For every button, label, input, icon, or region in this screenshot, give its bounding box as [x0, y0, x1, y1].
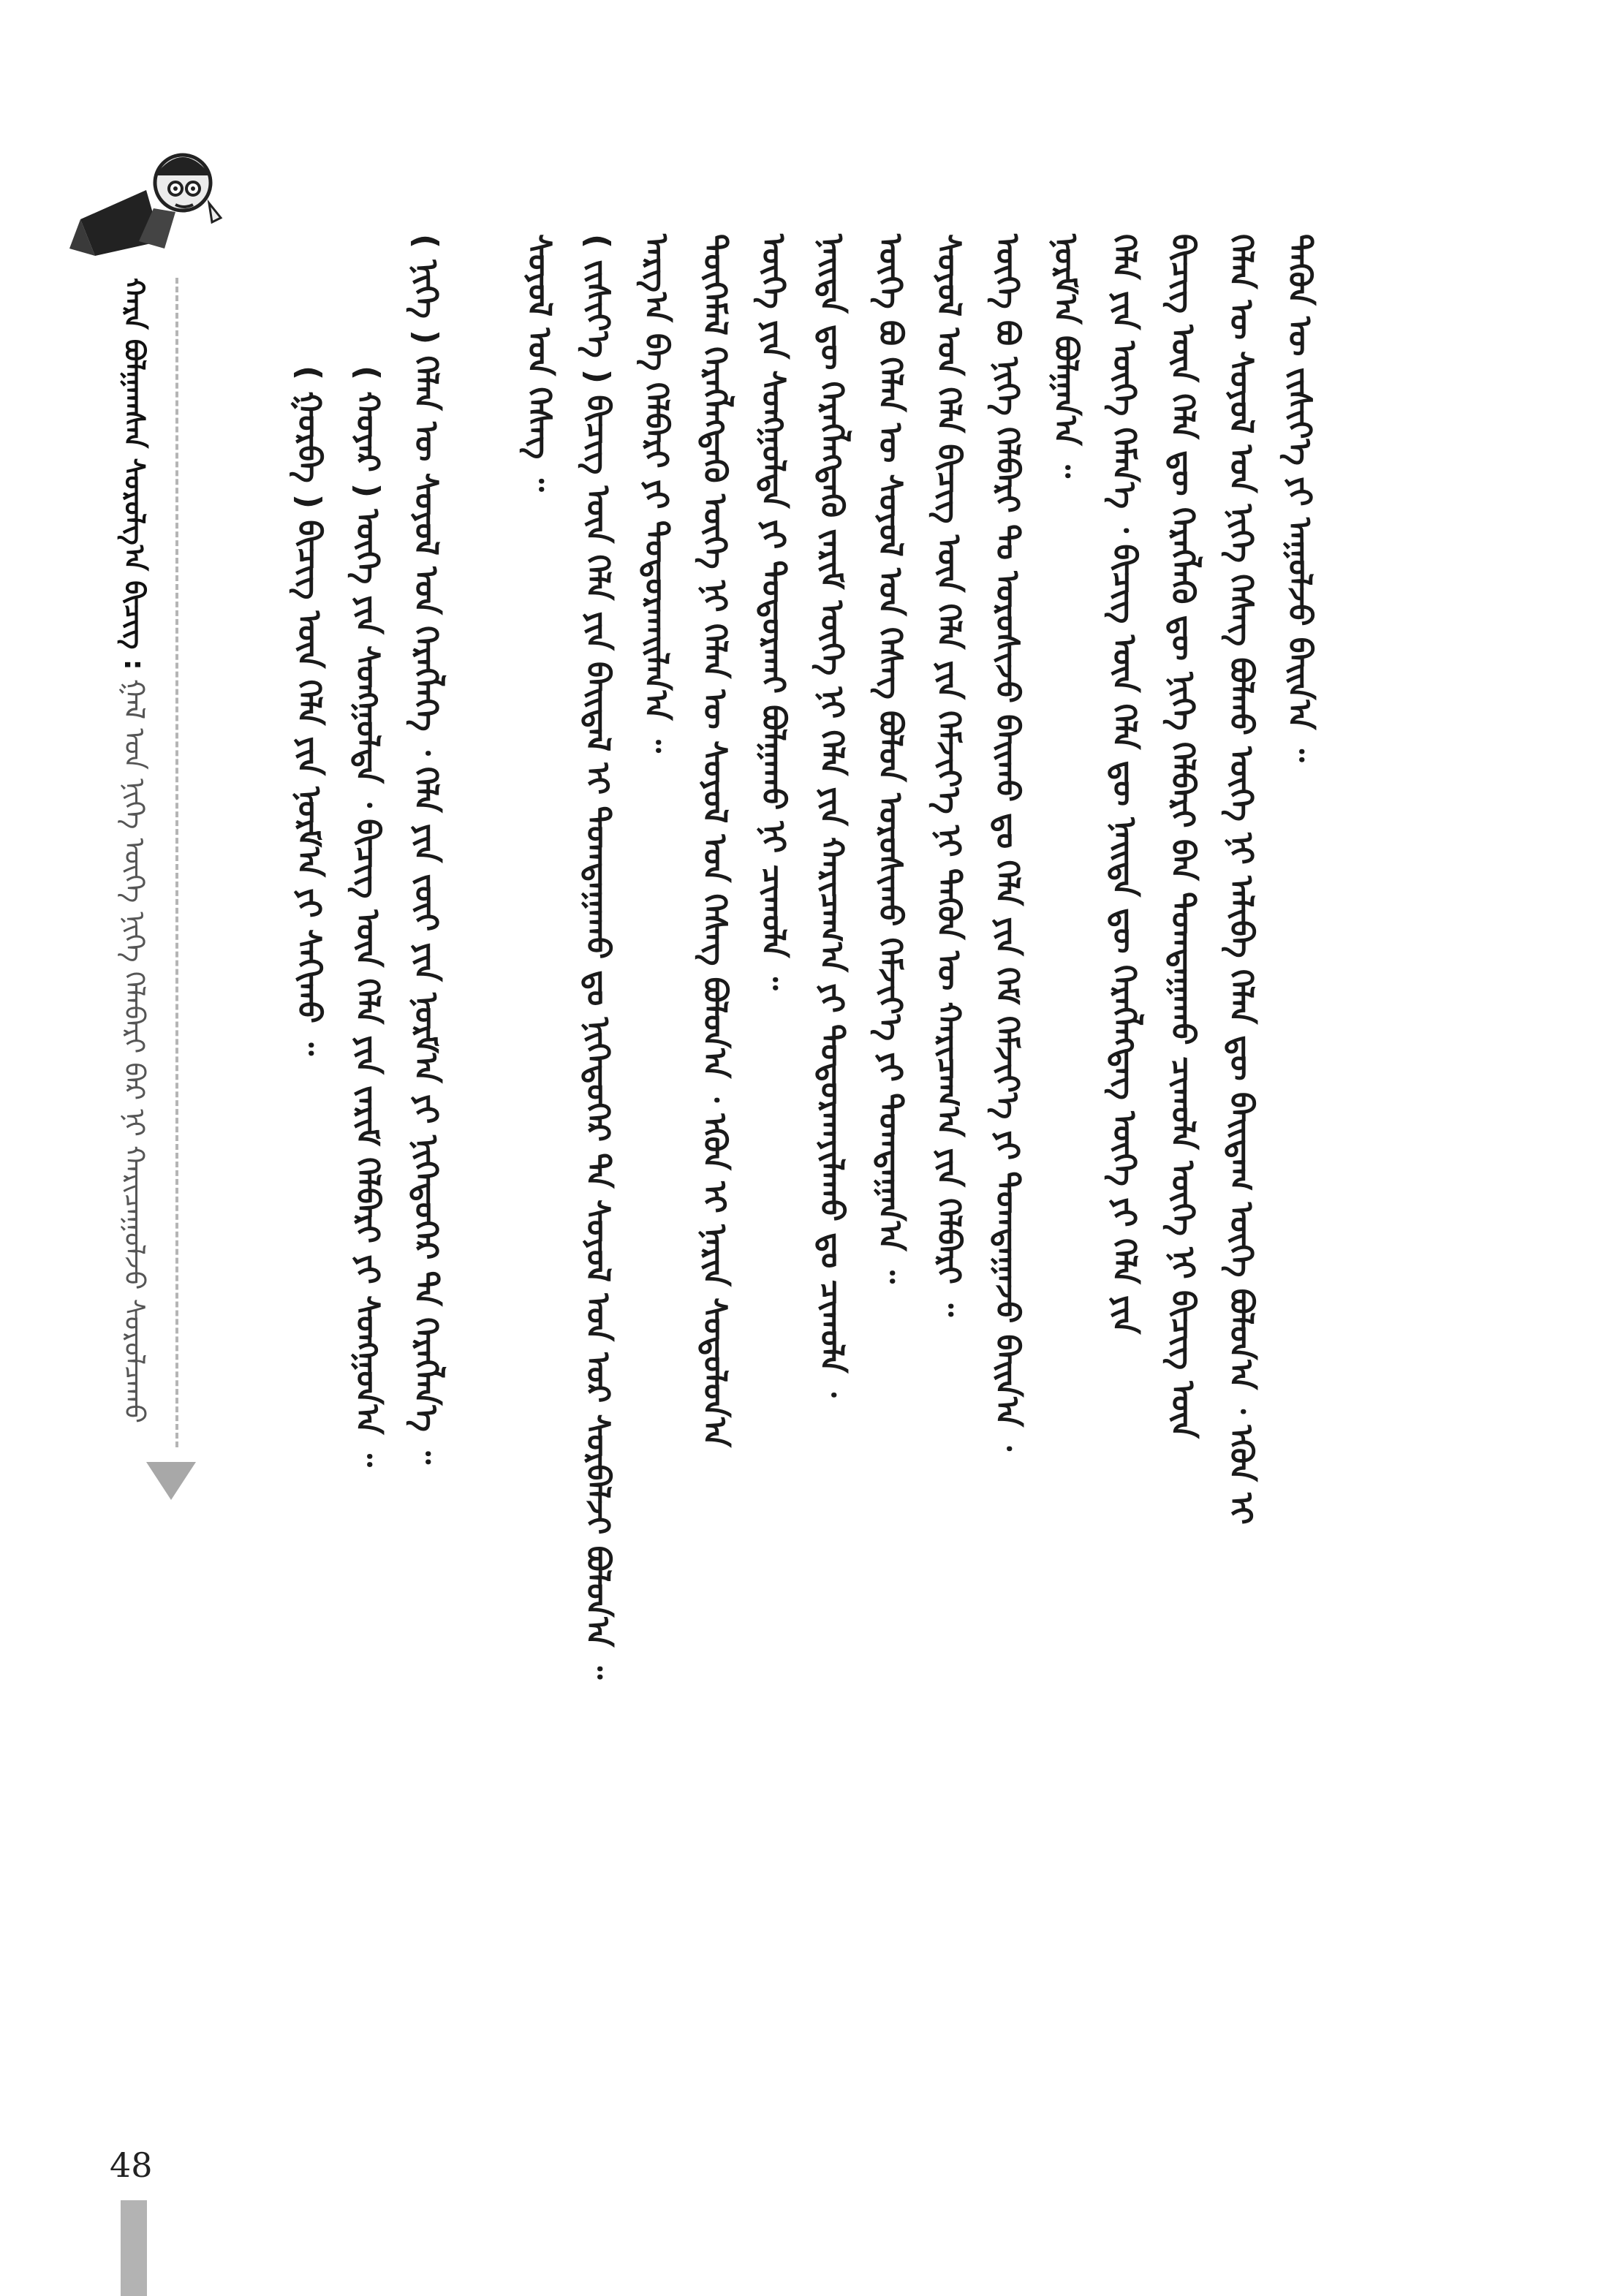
paragraph-line: ᠦᠭᠡ ᠪᠣ ᠨᠢᠭᠡ ᠬᠡᠯᠪᠡᠷᠢ ᠲᠤ ᠣᠷᠣᠰᠢᠵᠤ ᠪᠠᠢᠬᠤ ᠳᠤ ᠬᠡᠯᠡ ᠶᠢᠨ ᠬᠡᠮ ᠬᠡᠮᠵᠢᠶ᠎ᠡ ᠶᠢ ᠲᠣᠭᠲᠠᠭᠠᠵᠤ ᠪᠠᠢᠨ᠎ᠠ ᠂ [988, 234, 1026, 1452]
paragraph-line: ( ᠨᠢᠭᠡ ) ᠬᠡᠯᠡᠨ ᠦ ᠰᠣᠶᠣᠯ ᠤᠨ ᠬᠡᠷᠡᠭᠯᠡᠭᠡ ᠂ ᠬᠡᠯᠡ ᠶᠢᠨ ᠵᠦᠢ ᠶᠢᠨ ᠨᠣᠷᠮ᠎ᠠ ᠶᠢ ᠨᠢᠭᠡᠳᠦᠭᠡᠷ ᠲᠡ ᠬᠡᠷᠡᠭᠯᠡᠨ᠎ᠡ ᠃ [407, 234, 444, 1465]
flying-scholar-illustration [66, 132, 227, 278]
paragraph-line: ᠨᠡᠢᠲᠡ ᠳᠦ ᠬᠡᠷᠡᠭᠯᠡᠭᠳᠡᠬᠦ ᠵᠠᠷᠢᠮ ᠦᠭᠡ ᠨᠢ ᠬᠡᠯᠡ ᠶᠢᠨ ᠬᠠᠷᠢᠴᠠᠭ᠎ᠠ ᠶᠢ ᠲᠣᠳᠣᠷᠬᠠᠶᠢᠯᠠᠬᠤ ᠳᠤ ᠴᠢᠬᠤᠯᠠ ᠂ [813, 234, 850, 1398]
header-title: ᠬᠠᠷᠠ ᠪᠣᠯᠭᠠᠭᠰᠠᠨ ᠰᠤᠷᠤᠯᠭ᠎ᠠ ᠪᠢᠴᠢᠭ : [118, 278, 151, 670]
arrow-down-icon [146, 1462, 196, 1500]
paragraph-line: ᠰᠣᠶᠣᠯ ᠤᠨ ᠬᠡᠯᠡ ᠪᠢᠴᠢᠭ ᠦᠨ ᠬᠡᠯᠡ ᠶᠢᠨ ᠬᠡᠮᠵᠢᠶ᠎ᠡ ᠨᠢ ᠲᠡᠭᠦᠨ ᠦ ᠬᠠᠷᠢᠴᠠᠭ᠎ᠠ ᠶᠢᠨ ᠬᠡᠯᠪᠡᠷᠢ ᠃ [930, 234, 967, 1317]
header-divider [175, 278, 178, 1447]
side-thumb-tab [121, 2200, 147, 2296]
paragraph-line: ᠬᠡᠯᠡᠨ ᠦ ᠰᠣᠶᠣᠯ ᠤᠨ ᠨᠢᠭᠡ ᠬᠡᠰᠡᠭ ᠪᠣᠯᠬᠤ ᠦᠭᠡ ᠨᠢ ᠠᠯᠢᠪᠠ ᠬᠡᠯᠡᠨ ᠳᠦ ᠪᠠᠢᠳᠠᠭ ᠦᠭᠡ ᠪᠣᠯᠤᠨ᠎ᠠ ᠂ ᠡᠭᠦᠨ ᠢ [1222, 234, 1260, 1525]
paragraph-line: ᠨᠣᠷᠮ᠎ᠠ ᠪᠣᠯᠭᠠᠨ᠎ᠠ ᠃ [1047, 234, 1084, 478]
paragraph-line: ᠦᠭᠡ ᠶᠢᠨ ᠰᠣᠩᠭᠣᠯᠲᠠ ᠶᠢ ᠲᠣᠳᠣᠷᠬᠠᠢ ᠪᠣᠯᠭᠠᠬᠤ ᠨᠢ ᠴᠢᠬᠤᠯᠠ ᠃ [754, 234, 792, 990]
paragraph-line: ( ᠵᠢᠱᠢᠶ᠎ᠡ ) ᠪᠢᠴᠢᠭ ᠦᠨ ᠬᠡᠯᠡ ᠶᠢᠨ ᠪᠠᠢᠳᠠᠯ ᠢ ᠲᠣᠭᠲᠠᠭᠠᠬᠤ ᠳᠤ ᠨᠢᠭᠡᠳᠦᠭᠡᠷ ᠲᠡ ᠰᠣᠶᠣᠯ ᠤᠨ ᠤᠷ ᠰᠤᠷᠪᠠᠯᠵᠢ ᠪᠣᠯᠤᠨ᠎ᠠ ᠃ [579, 234, 616, 1680]
paragraph-line: ᠲᠡᠭᠦᠨ ᠦ ᠵᠢᠱᠢᠶ᠎ᠡ ᠶᠢ ᠠᠭᠤᠯᠵᠤ ᠪᠠᠢᠨ᠎ᠠ ᠃ [1281, 234, 1318, 762]
paragraph-line: ( ᠭᠤᠷᠪᠠ ) ᠪᠢᠴᠢᠭ ᠦᠨ ᠬᠡᠯᠡ ᠶᠢᠨ ᠨᠣᠷᠮ᠎ᠠ ᠶᠢ ᠰᠠᠬᠢᠬᠤ ᠃ [290, 365, 328, 1056]
paragraph-line: ᠦᠭᠡ ᠪᠣ ᠬᠡᠯᠡᠨ ᠦ ᠰᠣᠶᠣᠯ ᠤᠨ ᠬᠡᠰᠡᠭ ᠪᠣᠯᠤᠨ ᠣᠷᠣᠰᠢᠬᠤ ᠬᠡᠮᠵᠢᠶ᠎ᠡ ᠶᠢ ᠲᠣᠭᠲᠠᠭᠠᠨ᠎ᠠ ᠃ [871, 234, 909, 1284]
paragraph-line: ᠠᠷᠭ᠎ᠠ ᠪᠠ ᠬᠡᠯᠪᠡᠷᠢ ᠶᠢ ᠲᠣᠳᠣᠷᠬᠠᠢᠯᠠᠨ᠎ᠠ ᠃ [638, 234, 675, 753]
paragraph-line: ᠲᠦᠭᠡᠮᠡᠯ ᠬᠡᠷᠡᠭᠯᠡᠭᠳᠡᠬᠦ ᠦᠭᠡ ᠨᠢ ᠬᠡᠯᠡᠨ ᠦ ᠰᠣᠶᠣᠯ ᠤᠨ ᠬᠡᠰᠡᠭ ᠪᠣᠯᠤᠨ᠎ᠠ ᠂ ᠡᠭᠦᠨ ᠢ ᠨᠠᠷᠢᠨ ᠰᠤᠳᠤᠯᠤᠨ᠎ᠠ [696, 234, 733, 1447]
header-note: ᠭᠠᠯ ᠤᠨ ᠨᠢᠭᠡ ᠦᠭᠡ ᠨᠢᠭᠡ ᠬᠡᠯᠡᠪᠡᠷᠢ ᠪᠠᠷ ᠨᠢ ᠬᠠᠷᠢᠴᠠᠭᠤᠯᠵᠤ ᠰᠤᠷᠤᠯᠴᠠᠬᠤ [118, 678, 151, 1424]
header-line [118, 278, 151, 1462]
paragraph-line: ( ᠬᠣᠶᠠᠷ ) ᠦᠭᠡ ᠶᠢᠨ ᠰᠣᠩᠭᠣᠯᠲᠠ ᠂ ᠪᠢᠴᠢᠭ ᠦᠨ ᠬᠡᠯᠡ ᠶᠢᠨ ᠵᠠᠷᠢᠮ ᠬᠡᠯᠪᠡᠷᠢ ᠶᠢ ᠰᠣᠩᠭᠣᠨ᠎ᠠ ᠃ [349, 365, 386, 1467]
paragraph-line: ᠪᠢᠴᠢᠭ ᠦᠨ ᠬᠡᠯᠡ ᠳᠦ ᠬᠡᠷᠡᠭᠯᠡᠬᠦ ᠳᠦ ᠨᠢᠭᠡ ᠬᠡᠯᠪᠡᠷᠢ ᠪᠡᠨ ᠲᠤᠭᠲᠠᠭᠠᠬᠤ ᠴᠢᠬᠤᠯᠠ ᠦᠭᠡ ᠨᠢ ᠪᠢᠴᠢᠭ ᠦᠨ [1164, 234, 1201, 1439]
paragraph-line: ᠬᠡᠯᠡ ᠶᠢᠨ ᠦᠭᠡ ᠬᠡᠮᠡᠨ᠎ᠡ ᠂ ᠪᠢᠴᠢᠭ ᠦᠨ ᠬᠡᠯᠡ ᠳᠦ ᠨᠡᠢᠲᠡ ᠳᠦ ᠬᠡᠷᠡᠭᠯᠡᠭᠳᠡᠭ ᠦᠭᠡ ᠶᠢ ᠬᠡᠯᠡ ᠶᠢᠨ [1105, 234, 1143, 1335]
page-number: 48 [110, 2145, 153, 2185]
paragraph-line: ᠰᠣᠶᠣᠯ ᠤᠨ ᠬᠡᠰᠡᠭ ᠃ [521, 234, 558, 492]
